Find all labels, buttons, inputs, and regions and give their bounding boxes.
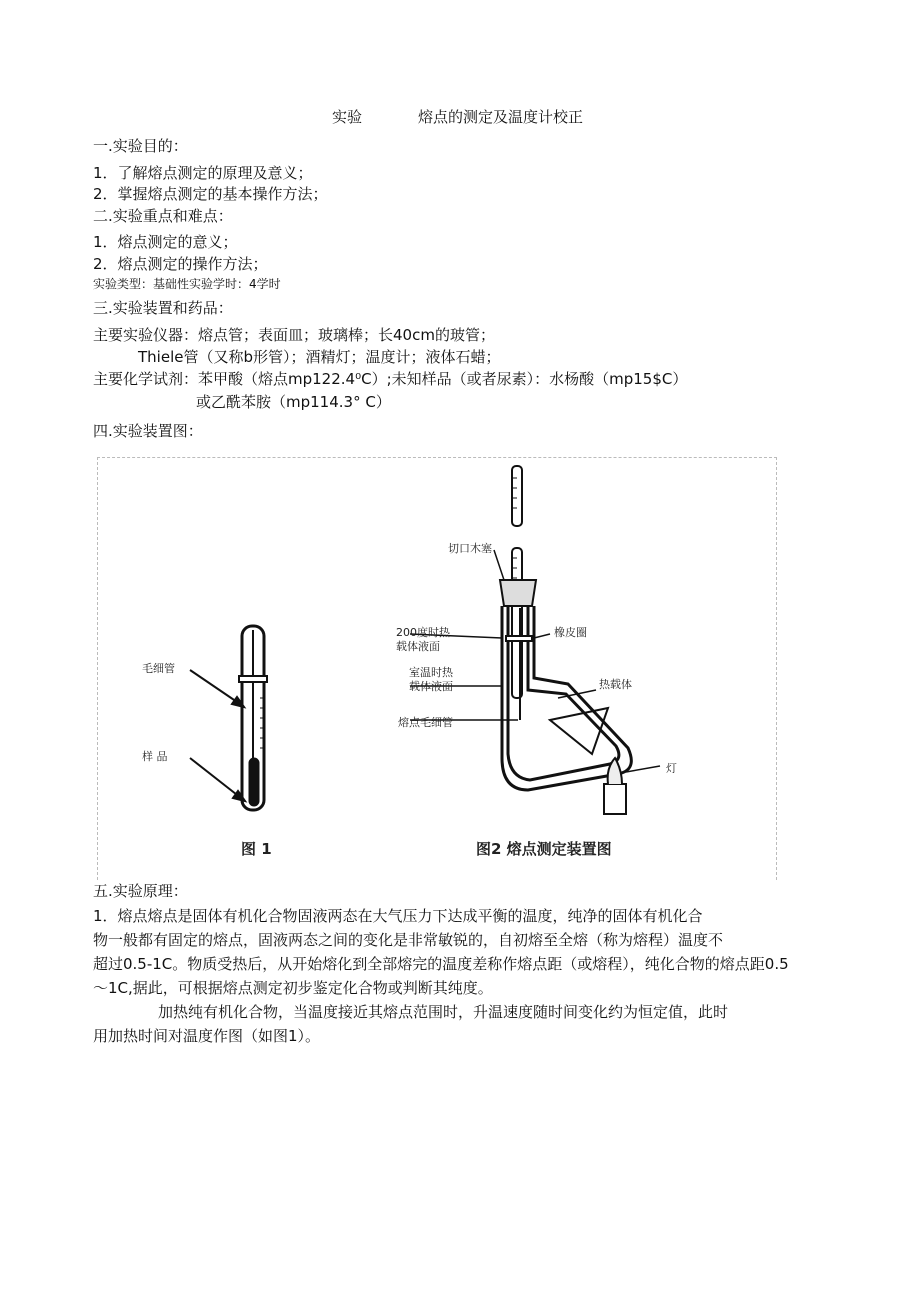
apparatus-figure	[97, 457, 777, 880]
instruments-line-1: 主要实验仪器：熔点管；表面皿；玻璃棒；长40cm的玻管；	[93, 326, 495, 344]
alcohol-lamp	[604, 758, 626, 814]
instruments-line-2: Thiele管（又称b形管）；酒精灯；温度计；液体石蜡；	[138, 348, 501, 366]
list-item: 2．掌握熔点测定的基本操作方法；	[93, 185, 328, 203]
pointer-arrow	[190, 670, 245, 801]
list-item: 1．熔点测定的意义；	[93, 233, 238, 251]
label-cork: 切口木塞	[448, 542, 492, 555]
paragraph-line: ～1C,据此，可根据熔点测定初步鉴定化合物或判断其纯度。	[93, 979, 493, 997]
paragraph-line: 1．熔点熔点是固体有机化合物固液两态在大气压力下达成平衡的温度，纯净的固体有机化合	[93, 907, 703, 925]
reagents-line-2: 或乙酰苯胺（mp114.3° C）	[196, 393, 391, 411]
list-item: 2．熔点测定的操作方法；	[93, 255, 268, 273]
reagents-line-1: 主要化学试剂：苯甲酸（熔点mp122.4⁰C）;未知样品（或者尿素）：水杨酸（mp15$C）	[93, 370, 688, 388]
figure-1-caption: 图 1	[241, 840, 272, 858]
title-main: 熔点的测定及温度计校正	[418, 108, 584, 126]
label-lamp: 灯	[666, 762, 677, 775]
label-heat-medium: 热载体	[599, 678, 632, 691]
paragraph-line: 物一般都有固定的熔点，固液两态之间的变化是非常敏锐的，自初熔至全熔（称为熔程）温度不	[93, 931, 724, 949]
paragraph-line: 加热纯有机化合物，当温度接近其熔点范围时，升温速度随时间变化约为恒定值，此时	[158, 1003, 729, 1021]
label-mp-capillary: 熔点毛细管	[398, 716, 453, 729]
section-3-heading: 三.实验装置和药品：	[93, 299, 233, 317]
section-1-heading: 一.实验目的：	[93, 137, 188, 155]
figure-2-caption: 图2 熔点测定装置图	[476, 840, 612, 858]
label-level-room-b: 载体液面	[409, 680, 453, 693]
cork-stopper	[500, 580, 536, 606]
paragraph-line: 用加热时间对温度作图（如图1）。	[93, 1027, 321, 1045]
label-level-room: 室温时热	[409, 666, 453, 679]
label-level-200: 200度时热	[396, 626, 450, 639]
label-sample: 样 品	[142, 750, 168, 763]
experiment-type: 实验类型：基础性实验学时：4学时	[93, 277, 281, 291]
label-rubber-ring: 橡皮圈	[554, 626, 587, 639]
list-item: 1．了解熔点测定的原理及意义；	[93, 164, 313, 182]
section-5-heading: 五.实验原理：	[93, 882, 188, 900]
label-capillary: 毛细管	[142, 662, 175, 675]
thermometer-with-capillary	[239, 626, 267, 810]
section-2-heading: 二.实验重点和难点：	[93, 207, 233, 225]
label-level-200-b: 载体液面	[396, 640, 440, 653]
paragraph-line: 超过0.5-1C。物质受热后，从开始熔化到全部熔完的温度差称作熔点距（或熔程），纯化合物的熔点距0.5	[93, 955, 789, 973]
section-4-heading: 四.实验装置图：	[93, 422, 203, 440]
title-prefix: 实验	[332, 108, 363, 126]
